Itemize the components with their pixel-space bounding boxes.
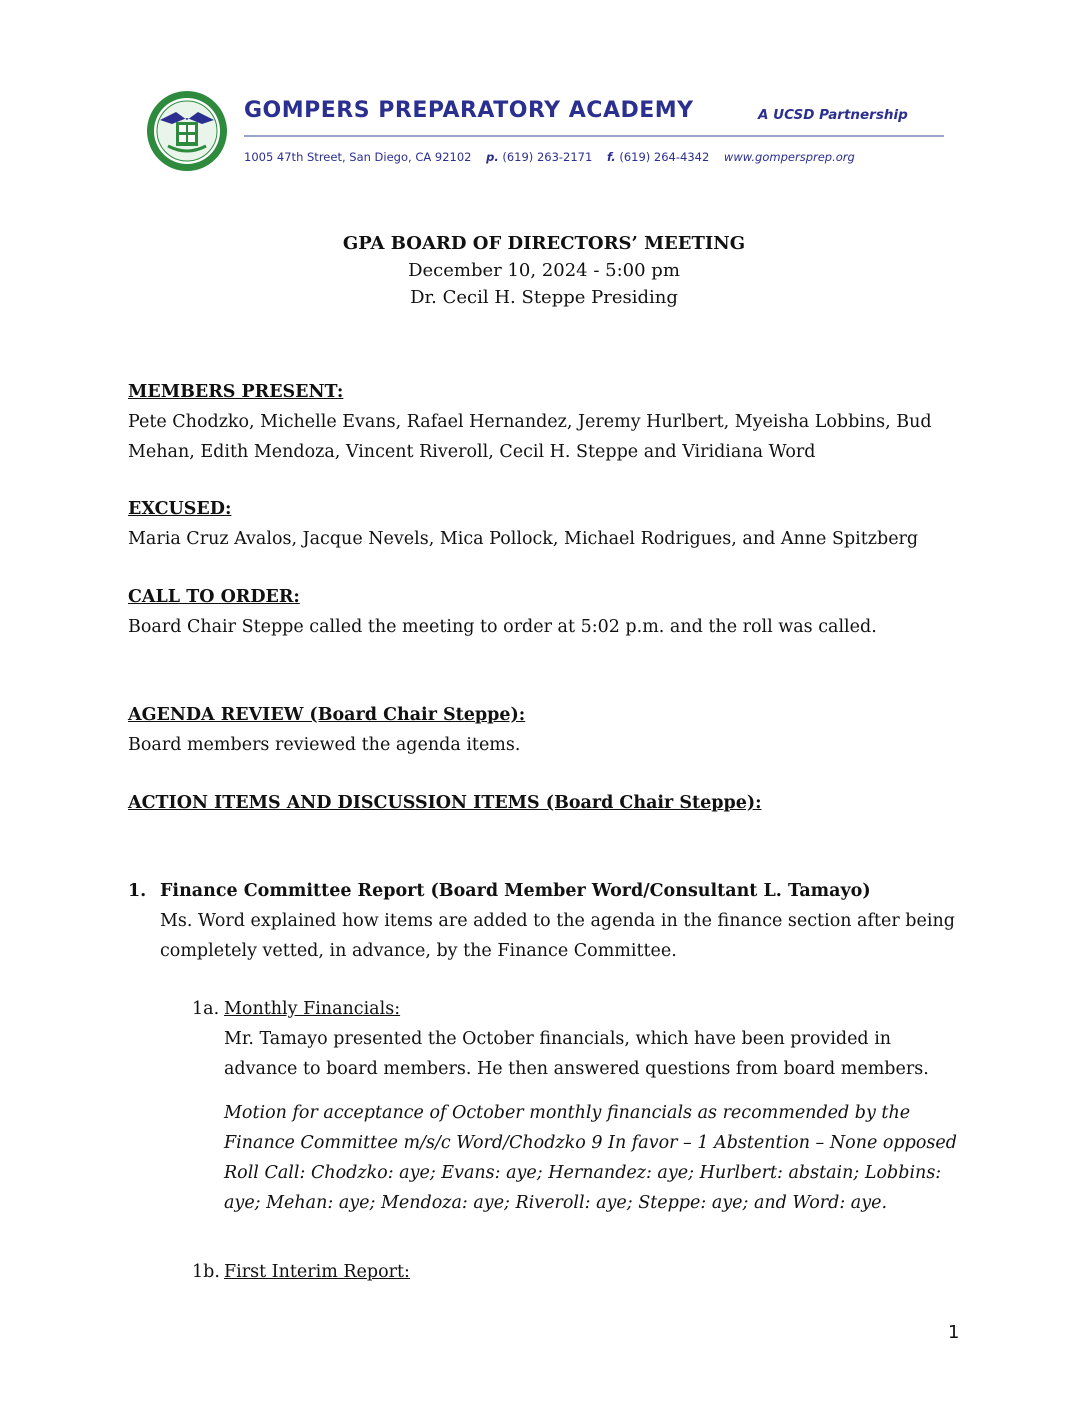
members-present-list: Pete Chodzko, Michelle Evans, Rafael Hernandez, Jeremy Hurlbert, Myeisha Lobbins, Bud Mehan, Edith Mendoza, Vincent Riveroll, Cecil H. Steppe and Viridiana Word <box>128 412 932 462</box>
members-present-heading: MEMBERS PRESENT: <box>128 382 344 402</box>
website: www.gompersprep.org <box>723 150 855 164</box>
action-items-section <box>128 788 958 818</box>
excused-heading: EXCUSED: <box>128 499 232 519</box>
fax-prefix: f. <box>606 150 616 164</box>
agenda-review-heading: AGENDA REVIEW (Board Chair Steppe): <box>128 705 526 725</box>
item-1a-title: Monthly Financials: <box>224 999 401 1019</box>
contact-line <box>244 150 855 164</box>
academy-seal-logo <box>146 90 228 172</box>
fax: (619) 264-4342 <box>619 150 710 164</box>
org-name: GOMPERS PREPARATORY ACADEMY <box>244 98 694 123</box>
meeting-presiding: Dr. Cecil H. Steppe Presiding <box>410 287 678 308</box>
letterhead-rule <box>244 135 944 137</box>
partnership-tagline: A UCSD Partnership <box>758 107 908 123</box>
item-1-number: 1. <box>128 881 147 901</box>
meeting-title: GPA BOARD OF DIRECTORS’ MEETING <box>342 233 746 254</box>
address: 1005 47th Street, San Diego, CA 92102 <box>244 150 472 164</box>
call-to-order-heading: CALL TO ORDER: <box>128 587 300 607</box>
item-1a-text: Mr. Tamayo presented the October financials, which have been provided in advance to board members. He then answered questions from board members. <box>224 1029 929 1079</box>
phone: (619) 263-2171 <box>502 150 593 164</box>
item-1-text: Ms. Word explained how items are added to the agenda in the finance section after being completely vetted, in advance, by the Finance Committee. <box>160 911 955 961</box>
call-to-order-text: Board Chair Steppe called the meeting to order at 5:02 p.m. and the roll was called. <box>128 617 877 637</box>
excused-list: Maria Cruz Avalos, Jacque Nevels, Mica Pollock, Michael Rodrigues, and Anne Spitzberg <box>128 529 919 549</box>
call-to-order-section <box>128 582 958 642</box>
meeting-title-block <box>0 230 1088 311</box>
meeting-date: December 10, 2024 - 5:00 pm <box>408 260 680 281</box>
item-1b-title: First Interim Report: <box>224 1262 410 1282</box>
item-1-title: Finance Committee Report (Board Member Word/Consultant L. Tamayo) <box>160 881 871 901</box>
agenda-item-1b <box>192 1257 962 1287</box>
item-1b-number: 1b. <box>192 1262 220 1282</box>
excused-section <box>128 494 958 554</box>
letterhead <box>146 90 946 180</box>
agenda-item-1 <box>128 876 958 966</box>
agenda-review-text: Board members reviewed the agenda items. <box>128 735 521 755</box>
page-number: 1 <box>948 1322 960 1343</box>
item-1a-number: 1a. <box>192 999 220 1019</box>
agenda-item-1a <box>192 994 962 1218</box>
agenda-review-section <box>128 700 958 760</box>
members-present-section <box>128 377 958 467</box>
phone-prefix: p. <box>486 150 499 164</box>
action-items-heading: ACTION ITEMS AND DISCUSSION ITEMS (Board Chair Steppe): <box>128 793 762 813</box>
item-1a-motion: Motion for acceptance of October monthly financials as recommended by the Finance Committee m/s/c Word/Chodzko 9 In favor – 1 Abstention – None opposed Roll Call: Chodzko: aye; Evans: aye; Hernandez: aye; Hurlbert: abstain; Lobbins: aye; Mehan: aye; Mendoza: aye; Riveroll: aye; Steppe: aye; and Word: aye. <box>224 1103 957 1213</box>
